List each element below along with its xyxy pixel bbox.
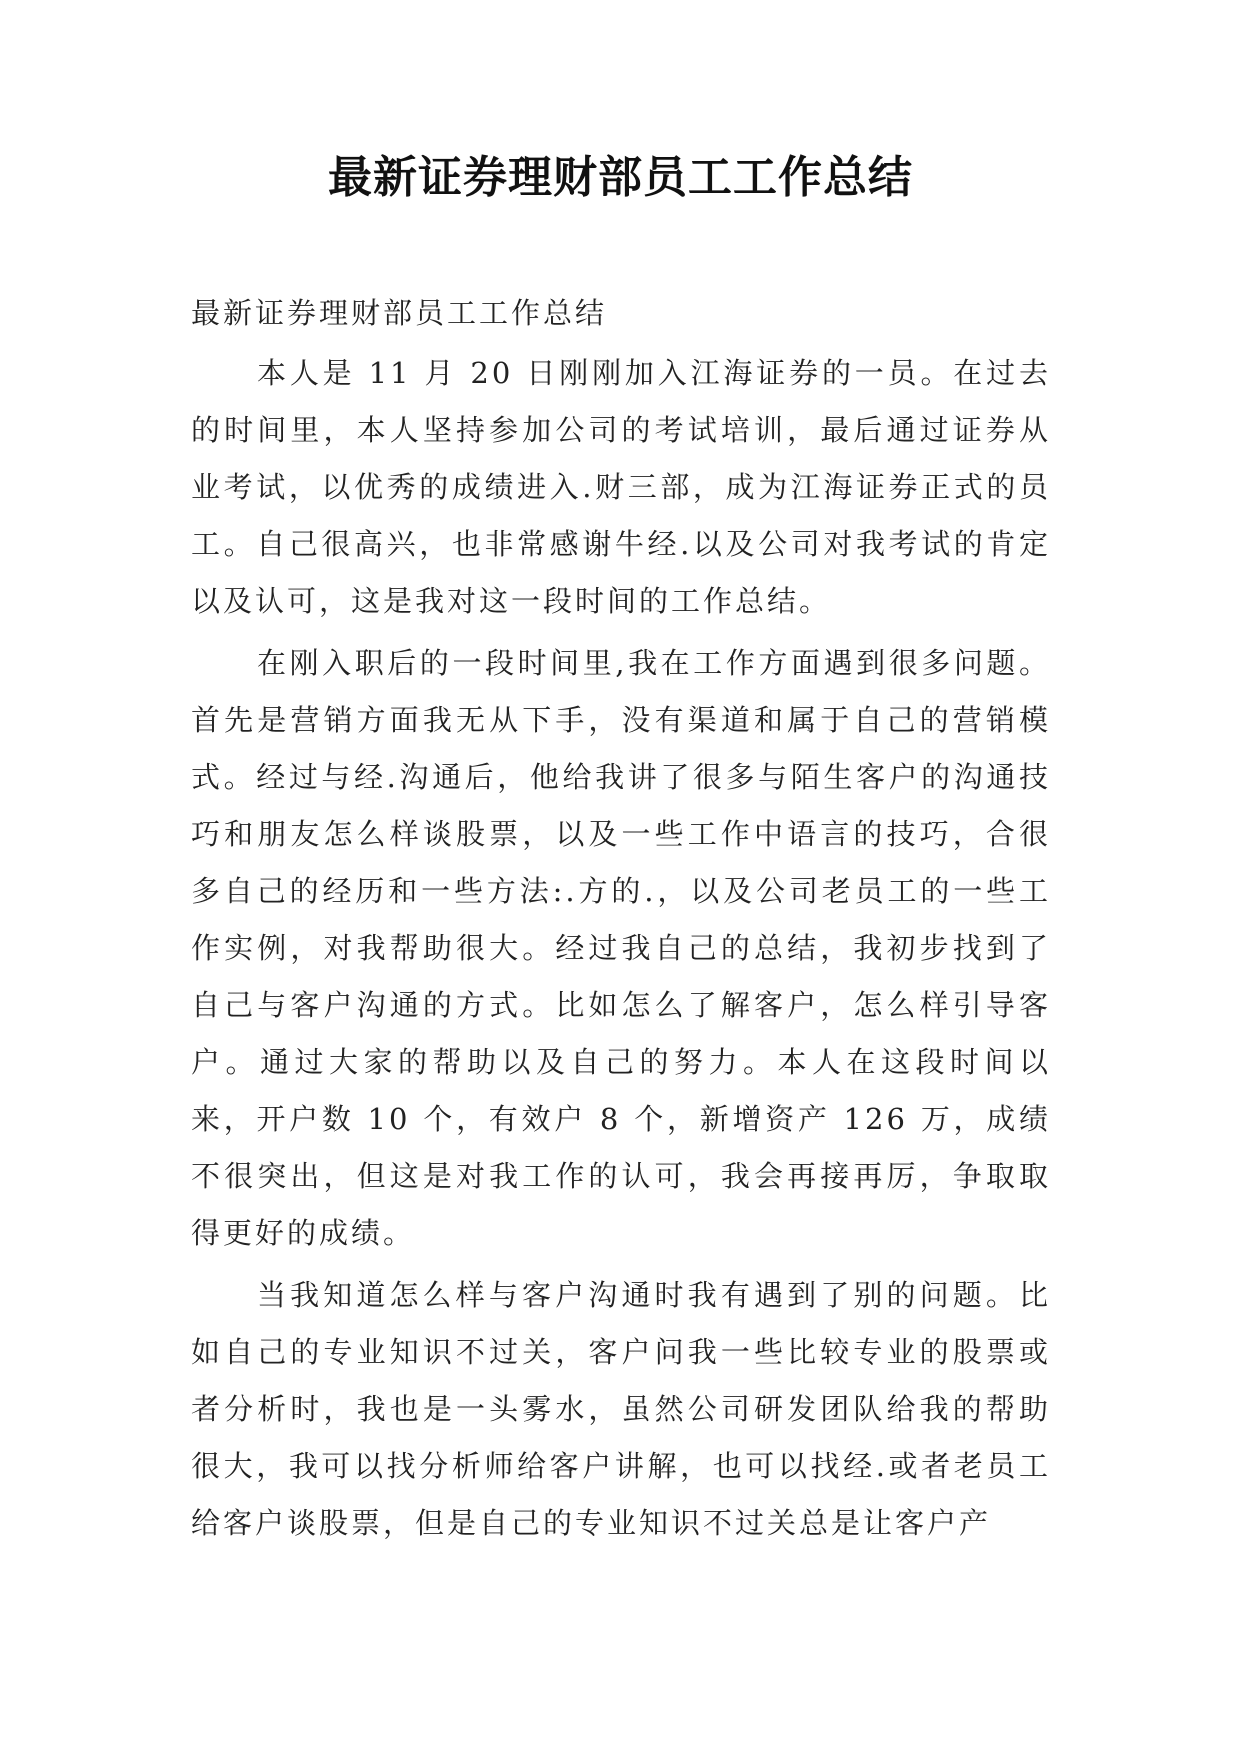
- paragraph: 当我知道怎么样与客户沟通时我有遇到了别的问题。比如自己的专业知识不过关，客户问我一些比较专业的股票或者分析时，我也是一头雾水，虽然公司研发团队给我的帮助很大，我可以找分析师给客户讲解，也可以找经.或者老员工给客户谈股票，但是自己的专业知识不过关总是让客户产: [191, 1278, 1051, 1540]
- document-subtitle: 最新证券理财部员工工作总结: [191, 296, 608, 330]
- document-body: [191, 285, 1051, 1557]
- paragraph: 本人是 11 月 20 日刚刚加入江海证券的一员。在过去的时间里，本人坚持参加公司的考试培训，最后通过证券从业考试，以优秀的成绩进入.财三部，成为江海证券正式的员工。自己很高兴，也非常感谢牛经.以及公司对我考试的肯定以及认可，这是我对这一段时间的工作总结。: [191, 356, 1051, 618]
- paragraph: 在刚入职后的一段时间里,我在工作方面遇到很多问题。首先是营销方面我无从下手，没有渠道和属于自己的营销模式。经过与经.沟通后，他给我讲了很多与陌生客户的沟通技巧和朋友怎么样谈股票，以及一些工作中语言的技巧，合很多自己的经历和一些方法:.方的.，以及公司老员工的一些工作实例，对我帮助很大。经过我自己的总结，我初步找到了自己与客户沟通的方式。比如怎么了解客户，怎么样引导客户。通过大家的帮助以及自己的努力。本人在这段时间以来，开户数 10 个，有效户 8 个，新增资产 126 万，成绩不很突出，但这是对我工作的认可，我会再接再厉，争取取得更好的成绩。: [191, 646, 1051, 1250]
- document-title: 最新证券理财部员工工作总结: [328, 152, 913, 203]
